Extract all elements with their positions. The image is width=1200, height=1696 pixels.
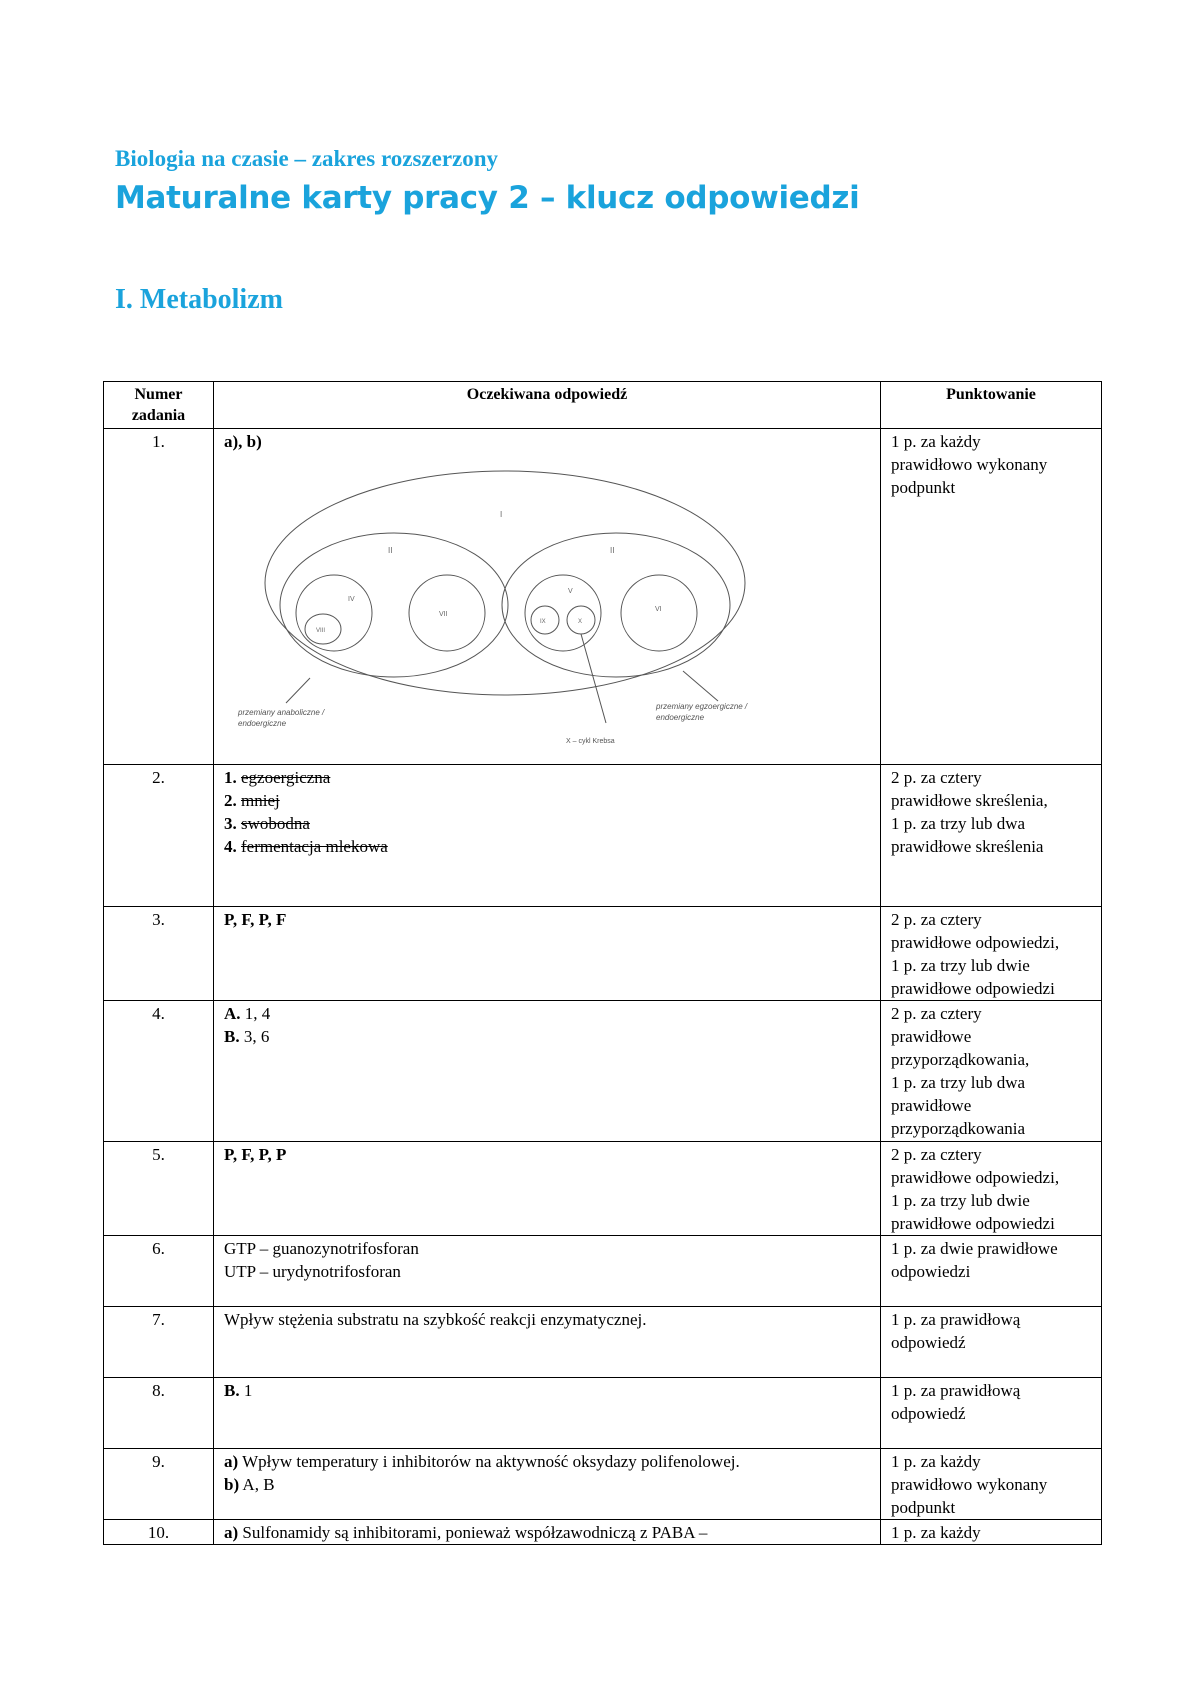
diagram-label-viii: VIII — [316, 628, 326, 634]
task-number: 6. — [104, 1236, 214, 1307]
task-answer — [214, 907, 881, 1001]
header-expected-answer: Oczekiwana odpowiedź — [214, 382, 881, 429]
answer-text: P, F, P, F — [224, 910, 287, 929]
points-line: odpowiedź — [891, 1404, 966, 1423]
points-line: 1 p. za każdy — [891, 432, 981, 451]
struck-word: egzoergiczna — [241, 768, 331, 787]
table-row — [104, 1307, 1102, 1378]
diagram-label-vii: VII — [439, 611, 448, 618]
item-number: 2. — [224, 791, 237, 810]
item-number: 4. — [224, 837, 237, 856]
points-line: prawidłowe skreślenia, — [891, 791, 1048, 810]
task-number: 10. — [104, 1520, 214, 1545]
header-task-number: Numer zadania — [104, 382, 214, 429]
answer-text: P, F, P, P — [224, 1145, 287, 1164]
answer-text: Wpływ stężenia substratu na szybkość reakcji enzymatycznej. — [224, 1310, 647, 1329]
answer-value: 3, 6 — [239, 1027, 270, 1046]
diagram-ellipse-iv — [296, 575, 372, 651]
task-number: 1. — [104, 429, 214, 765]
answer-text: UTP – urydynotrifosforan — [224, 1262, 401, 1281]
answer-text: GTP – guanozynotrifosforan — [224, 1239, 419, 1258]
points-line: 1 p. za każdy — [891, 1452, 981, 1471]
task-answer — [214, 1307, 881, 1378]
diagram-label-iv: IV — [348, 596, 355, 603]
task-number: 3. — [104, 907, 214, 1001]
metabolism-diagram — [228, 453, 768, 753]
points-line: prawidłowe — [891, 1096, 972, 1115]
task-answer — [214, 1520, 881, 1545]
answer-key: A. — [224, 1004, 241, 1023]
points-line: 1 p. za trzy lub dwa — [891, 1073, 1026, 1092]
table-row — [104, 1449, 1102, 1520]
document-title: Maturalne karty pracy 2 – klucz odpowiedzi — [115, 180, 860, 216]
points-line: 2 p. za cztery — [891, 768, 982, 787]
points-line: prawidłowe odpowiedzi, — [891, 933, 1060, 952]
diagram-label-x: X — [578, 619, 583, 625]
diagram-ellipse-left — [280, 533, 508, 677]
task-number: 5. — [104, 1142, 214, 1236]
diagram-pointer-left — [286, 678, 310, 703]
task-number: 4. — [104, 1001, 214, 1142]
task-number: 9. — [104, 1449, 214, 1520]
task-points — [881, 1142, 1102, 1236]
table-header-row — [104, 382, 1102, 429]
task-points — [881, 1520, 1102, 1545]
points-line: 1 p. za prawidłową — [891, 1381, 1021, 1400]
task-points — [881, 1001, 1102, 1142]
task-points — [881, 907, 1102, 1001]
table-row — [104, 1001, 1102, 1142]
task-answer — [214, 1236, 881, 1307]
points-line: 1 p. za każdy — [891, 1523, 981, 1542]
item-number: 1. — [224, 768, 237, 787]
document-subtitle: Biologia na czasie – zakres rozszerzony — [115, 146, 499, 171]
table-row — [104, 907, 1102, 1001]
task-points — [881, 1236, 1102, 1307]
answer-value: 1, 4 — [240, 1004, 271, 1023]
struck-word: mniej — [241, 791, 280, 810]
table-row — [104, 1142, 1102, 1236]
diagram-caption-right-1: przemiany egzoergiczne / — [656, 702, 748, 711]
answer-value: Wpływ temperatury i inhibitorów na aktywność oksydazy polifenolowej. — [238, 1452, 740, 1471]
diagram-label-i: I — [500, 510, 503, 519]
diagram-ellipse-vi — [621, 575, 697, 651]
points-line: prawidłowe odpowiedzi — [891, 979, 1055, 998]
table-row — [104, 765, 1102, 907]
diagram-label-vi: VI — [655, 606, 662, 613]
answer-key-table — [103, 381, 1102, 1545]
task-points — [881, 1378, 1102, 1449]
points-line: przyporządkowania — [891, 1119, 1026, 1138]
diagram-caption-left-2: endoergiczne — [238, 719, 287, 728]
table-row — [104, 429, 1102, 765]
points-line: prawidłowo wykonany — [891, 455, 1048, 474]
diagram-label-ix: IX — [540, 619, 546, 625]
points-line: 1 p. za prawidłową — [891, 1310, 1021, 1329]
diagram-label-ii-left: II — [388, 546, 393, 555]
points-line: 1 p. za trzy lub dwie — [891, 956, 1030, 975]
item-number: 3. — [224, 814, 237, 833]
answer-value: A, B — [239, 1475, 275, 1494]
table-row — [104, 1520, 1102, 1545]
points-line: 1 p. za dwie prawidłowe — [891, 1239, 1058, 1258]
diagram-ellipse-outer — [265, 471, 745, 695]
points-line: prawidłowe skreślenia — [891, 837, 1044, 856]
answer-key: a) — [224, 1523, 239, 1542]
diagram-label-v: V — [568, 588, 573, 595]
task-points — [881, 765, 1102, 907]
points-line: 2 p. za cztery — [891, 1004, 982, 1023]
struck-word: swobodna — [241, 814, 310, 833]
task-number: 8. — [104, 1378, 214, 1449]
answer-key: b) — [224, 1475, 240, 1494]
section-heading: I. Metabolizm — [115, 284, 283, 315]
answer-key: a) — [224, 1452, 239, 1471]
points-line: 1 p. za trzy lub dwa — [891, 814, 1026, 833]
diagram-caption-right-2: endoergiczne — [656, 713, 705, 722]
diagram-pointer-right — [683, 671, 718, 701]
points-line: przyporządkowania, — [891, 1050, 1030, 1069]
task-answer — [214, 1378, 881, 1449]
task-answer — [214, 765, 881, 907]
diagram-caption-left-1: przemiany anaboliczne / — [238, 708, 325, 717]
diagram-label-ii-right: II — [610, 546, 615, 555]
points-line: prawidłowe — [891, 1027, 972, 1046]
task-number: 7. — [104, 1307, 214, 1378]
struck-word: fermentacja mlekowa — [241, 837, 388, 856]
answer-key: B. — [224, 1381, 240, 1400]
table-row — [104, 1236, 1102, 1307]
points-line: prawidłowe odpowiedzi — [891, 1214, 1055, 1233]
points-line: podpunkt — [891, 478, 956, 497]
table-row — [104, 1378, 1102, 1449]
task-answer — [214, 429, 881, 765]
diagram-ellipse-v — [525, 575, 601, 651]
diagram-caption-bottom: X – cykl Krebsa — [566, 738, 615, 745]
task-number: 2. — [104, 765, 214, 907]
points-line: prawidłowe odpowiedzi, — [891, 1168, 1060, 1187]
points-line: prawidłowo wykonany — [891, 1475, 1048, 1494]
answer-label: a), b) — [224, 432, 262, 451]
points-line: podpunkt — [891, 1498, 956, 1517]
task-answer — [214, 1001, 881, 1142]
task-answer — [214, 1449, 881, 1520]
task-points — [881, 1449, 1102, 1520]
task-points — [881, 1307, 1102, 1378]
diagram-pointer-x — [581, 634, 606, 723]
points-line: 2 p. za cztery — [891, 1145, 982, 1164]
task-points — [881, 429, 1102, 765]
header-scoring: Punktowanie — [881, 382, 1102, 429]
points-line: 1 p. za trzy lub dwie — [891, 1191, 1030, 1210]
task-answer — [214, 1142, 881, 1236]
answer-value: 1 — [239, 1381, 253, 1400]
points-line: odpowiedź — [891, 1333, 966, 1352]
points-line: 2 p. za cztery — [891, 910, 982, 929]
answer-key: B. — [224, 1027, 240, 1046]
points-line: odpowiedzi — [891, 1262, 971, 1281]
answer-value: Sulfonamidy są inhibitorami, ponieważ współzawodniczą z PABA – — [238, 1523, 708, 1542]
